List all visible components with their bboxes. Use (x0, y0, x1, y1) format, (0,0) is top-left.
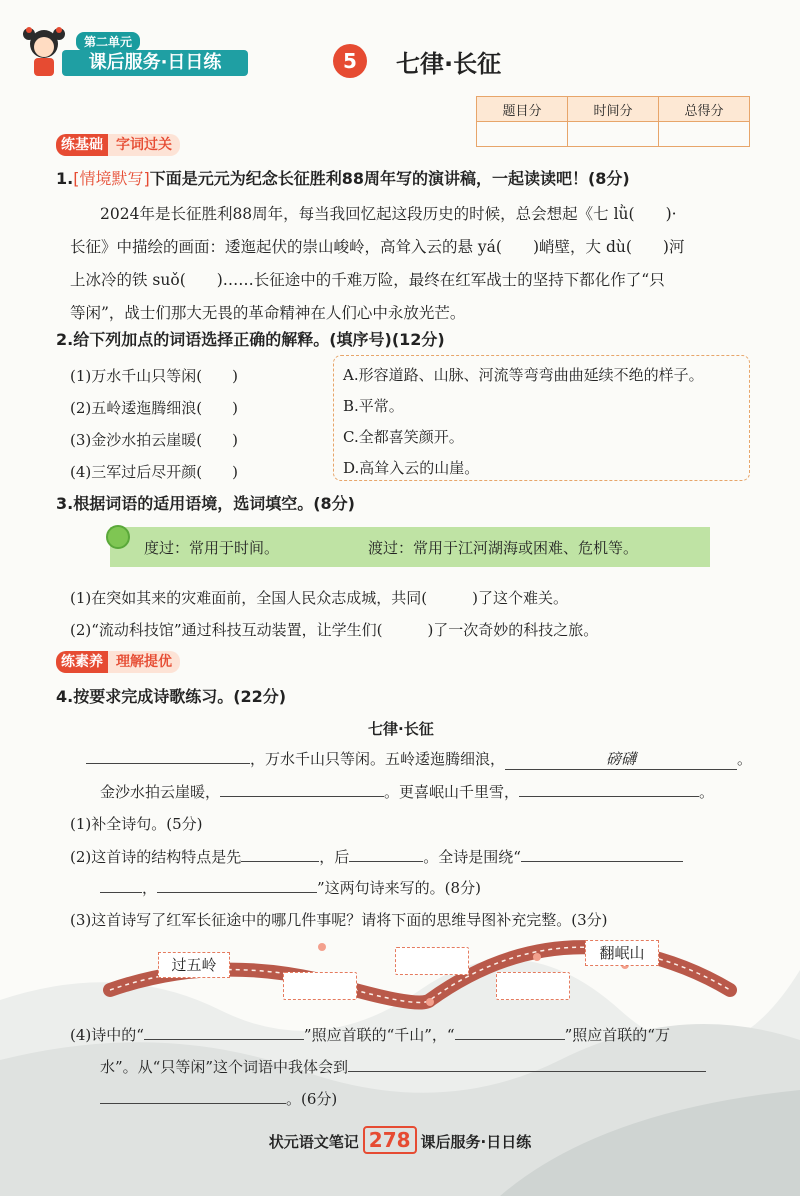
q2-option: A.形容道路、山脉、河流等弯弯曲曲延续不绝的样子。 (343, 366, 704, 384)
score-header: 总得分 (659, 97, 750, 122)
section-tag-sub: 字词过关 (108, 134, 180, 156)
page-footer (0, 1126, 800, 1154)
poem-line-1: ，万水千山只等闲。五岭逶迤腾细浪， 磅礴 。 (86, 748, 752, 770)
q2-item[interactable]: (1)万水千山只等闲( ) (70, 367, 238, 385)
section-tag-basics (56, 134, 180, 156)
word-1: 度过：常用于时间。 (144, 539, 280, 557)
q4-sub2-line2 (100, 877, 481, 898)
poem-title: 七律·长征 (368, 720, 434, 738)
passage-line: 长征》中描绘的画面：逶迤起伏的崇山峻岭，高耸入云的悬 yá( )峭壁，大 dù( )河 (70, 238, 685, 256)
poem-blank[interactable] (86, 763, 250, 764)
q2-item[interactable]: (4)三军过后尽开颜( ) (70, 463, 238, 481)
score-header: 题目分 (477, 97, 568, 122)
score-cell[interactable] (568, 122, 659, 147)
answer-blank[interactable] (241, 861, 319, 862)
lesson-number: 5 (333, 44, 367, 78)
score-header: 时间分 (568, 97, 659, 122)
q2-left-list (70, 360, 238, 488)
sub-text: 。(6分) (286, 1090, 338, 1108)
question-number: 1. (56, 169, 74, 188)
mind-map-blank[interactable] (395, 947, 469, 975)
q4-sub4-line1 (70, 1024, 670, 1045)
q4-sub4-line3 (100, 1088, 337, 1109)
question-text: 下面是元元为纪念长征胜利88周年写的演讲稿，一起读读吧！(8分) (149, 169, 630, 188)
sub-text: ，后 (319, 848, 350, 866)
q3-item[interactable]: (1)在突如其来的灾难面前，全国人民众志成城，共同( )了这个难关。 (70, 589, 568, 607)
pin-icon (106, 525, 130, 549)
poem-text: ，万水千山只等闲。五岭逶迤腾细浪， (250, 750, 506, 768)
q3-item[interactable]: (2)“流动科技馆”通过科技互动装置，让学生们( )了一次奇妙的科技之旅。 (70, 621, 599, 639)
q4-sub2-line1 (70, 846, 683, 867)
section-tag-literacy (56, 651, 180, 673)
score-cell[interactable] (659, 122, 750, 147)
unit-main-label: 课后服务·日日练 (62, 50, 248, 76)
passage-line: 2024年是长征胜利88周年，每当我回忆起这段历史的时候，总会想起《七 lǜ( )· (100, 205, 677, 223)
poem-filled-blank[interactable]: 磅礴 (505, 748, 737, 770)
q4-sub3: (3)这首诗写了红军长征途中的哪几件事呢？请将下面的思维导图补充完整。(3分) (70, 911, 608, 929)
q2-item[interactable]: (3)金沙水拍云崖暖( ) (70, 431, 238, 449)
sub-text: (4)诗中的“ (70, 1026, 144, 1044)
q4-sub4-line2 (100, 1056, 706, 1077)
q2-option: D.高耸入云的山崖。 (343, 459, 480, 477)
word-bank-banner (110, 527, 710, 567)
answer-blank[interactable] (144, 1039, 304, 1040)
route-node (318, 943, 326, 951)
sub-text: ”照应首联的“千山”，“ (303, 1026, 455, 1044)
answer-blank[interactable] (349, 861, 423, 862)
mind-map-blank[interactable] (283, 972, 357, 1000)
passage (70, 198, 760, 330)
mind-map-blank[interactable] (496, 972, 570, 1000)
question-4-prompt: 4.按要求完成诗歌练习。(22分) (56, 687, 287, 706)
q3-items (70, 582, 598, 646)
sub-text: 水”。从“只等闲”这个词语中我体会到 (100, 1058, 349, 1076)
q2-right-list (343, 360, 704, 484)
footer-left: 状元语文笔记 (268, 1133, 359, 1151)
mind-map-end: 翻岷山 (585, 940, 659, 966)
answer-blank[interactable] (100, 1103, 286, 1104)
lesson-title: 七律·长征 (396, 50, 502, 78)
q2-option: B.平常。 (343, 397, 404, 415)
footer-right: 课后服务·日日练 (420, 1133, 532, 1151)
q2-item[interactable]: (2)五岭逶迤腾细浪( ) (70, 399, 238, 417)
passage-line: 等闲”，战士们那大无畏的革命精神在人们心中永放光芒。 (70, 304, 466, 322)
q4-sub1: (1)补全诗句。(5分) (70, 815, 203, 833)
sub-text: ”照应首联的“万 (564, 1026, 670, 1044)
passage-line: 上冰冷的铁 suǒ( )……长征途中的千难万险，最终在红军战士的坚持下都化作了“只 (70, 271, 665, 289)
sub-text: 。全诗是围绕“ (423, 848, 521, 866)
word-2: 渡过：常用于江河湖海或困难、危机等。 (368, 539, 639, 557)
poem-blank[interactable] (519, 796, 699, 797)
page-number: 278 (363, 1126, 417, 1154)
poem-text: 金沙水拍云崖暖， (100, 783, 221, 801)
unit-badge (62, 30, 250, 78)
score-table (476, 96, 750, 147)
route-node (426, 998, 434, 1006)
answer-blank[interactable] (157, 892, 317, 893)
route-node (533, 953, 541, 961)
unit-small-label: 第二单元 (76, 32, 140, 51)
question-tag: [情境默写] (73, 169, 150, 188)
answer-blank[interactable] (521, 861, 683, 862)
section-tag-sub: 理解提优 (108, 651, 180, 673)
answer-blank[interactable] (348, 1071, 706, 1072)
answer-blank[interactable] (455, 1039, 565, 1040)
poem-blank[interactable] (220, 796, 384, 797)
section-tag-main: 练基础 (56, 134, 108, 156)
section-tag-main: 练素养 (56, 651, 108, 673)
poem-text: 。更喜岷山千里雪， (384, 783, 520, 801)
score-cell[interactable] (477, 122, 568, 147)
sub-text: ， (142, 879, 158, 897)
mind-map-start: 过五岭 (158, 952, 230, 978)
poem-line-2: 金沙水拍云崖暖， 。更喜岷山千里雪， 。 (100, 783, 715, 801)
q2-option: C.全都喜笑颜开。 (343, 428, 464, 446)
question-1-prompt (56, 166, 630, 189)
answer-blank[interactable] (100, 892, 142, 893)
question-3-prompt: 3.根据词语的适用语境，选词填空。(8分) (56, 494, 355, 513)
sub-text: ”这两句诗来写的。(8分) (317, 879, 481, 897)
question-2-prompt: 2.给下列加点的词语选择正确的解释。(填序号)(12分) (56, 330, 445, 349)
sub-text: (2)这首诗的结构特点是先 (70, 848, 242, 866)
